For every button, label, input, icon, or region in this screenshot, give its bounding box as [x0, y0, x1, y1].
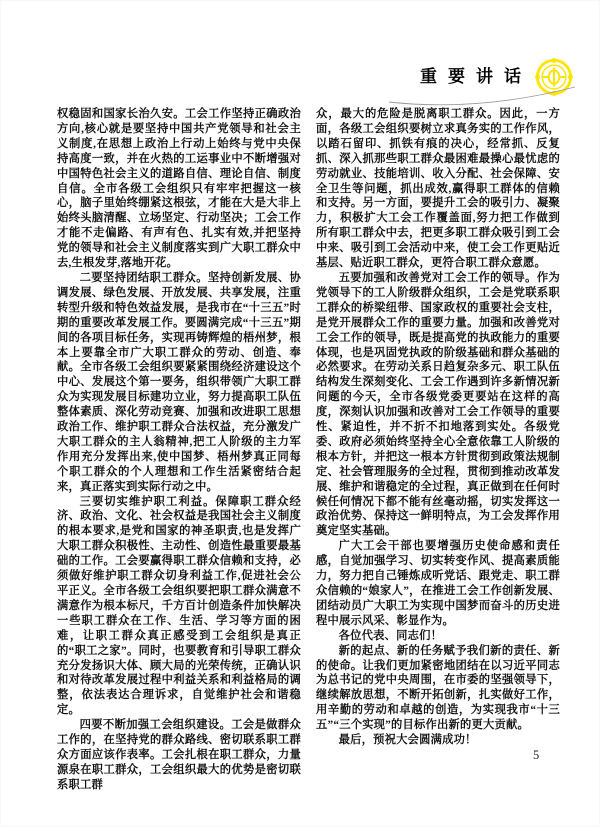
paragraph-text: 最后，预祝大会圆满成功！	[338, 734, 477, 747]
paragraph-lead: 二要坚持团结职工群众。	[79, 271, 208, 284]
paragraph-lead: 五要加强和改善党对工会工作的领导。	[338, 271, 537, 284]
article-columns	[57, 107, 561, 793]
paragraph-text: 工会是做群众工作的，在坚持党的群众路线、密切联系职工群众方面应该作表率。工会扎根在职工群众，力量源泉在职工群众，工会组织最大的优势是密切联系职工群	[57, 719, 301, 791]
paragraph	[316, 107, 560, 271]
paragraph-text: 权稳固和国家长治久安。工会工作坚持正确政治方向,核心就是要坚持中国共产党领导和社会主义制度,在思想上政治上行动上始终与党中央保持高度一致，并在火热的工运事业中不断增强对中国特色社会主义的道路自信、理论自信、制度自信。全市各级工会组织只有牢牢把握这一核心，脑子里始终绷紧这根弦，才能在大是大非上始终头脑清醒、立场坚定、行动坚决；工会工作才能不走偏路、有声有色、扎实有效,并把坚持党的领导和社会主义制度落实到广大职工群众中去,生根发芽,落地开花。	[57, 108, 301, 270]
paragraph	[316, 644, 560, 733]
paragraph	[57, 107, 301, 271]
page-number: 5	[533, 748, 540, 762]
column-left	[57, 107, 301, 793]
paragraph	[316, 733, 560, 748]
paragraph-text: 广大工会干部也要增强历史使命感和责任感，自觉加强学习、切实转变作风、提高素质能力，努力把自己锤炼成听党话、跟党走、职工群众信赖的“娘家人”，在推进工会工作创新发展、团结动员广大职工为实现中国梦而奋斗的历史进程中展示风采、彰显作为。	[316, 540, 560, 627]
paragraph	[57, 271, 301, 495]
page-header	[420, 57, 574, 97]
paragraph-lead: 四要不断加强工会组织建设。	[79, 719, 232, 732]
paragraph	[57, 718, 301, 793]
paragraph	[316, 629, 560, 644]
paragraph-text: 各位代表、同志们！	[338, 629, 443, 642]
paragraph-text: 众，最大的危险是脱离职工群众。因此，一方面，各级工会组织要树立求真务实的工作作风，以踏石留印、抓铁有痕的决心，经常抓、反复抓、深入抓那些职工群众最困难最操心最忧虑的劳动就业、技能培训、收入分配、社会保障、安全卫生等问题，抓出成效,赢得职工群体的信赖和支持。另一方面，要提升工会的吸引力、凝聚力，积极扩大工会工作覆盖面,努力把工作做到所有职工群众中去，把更多职工群众吸引到工会中来、吸引到工会活动中来，使工会工作更贴近基层、贴近职工群众，更符合职工群众意愿。	[316, 108, 560, 270]
paragraph-text: 作为党领导下的工人阶级群众组织，工会是党联系职工群众的桥梁纽带、国家政权的重要社会支柱，是党开展群众工作的重要力量。加强和改善党对工会工作的领导，既是提高党的执政能力的重要体现，也是巩固党执政的阶级基础和群众基础的必然要求。在劳动关系日趋复杂多元、职工队伍结构发生深刻变化、工会工作遇到许多新情况新问题的今天，全市各级党委更要站在这样的高度，深刻认识加强和改善对工会工作领导的重要性、紧迫性，并不折不扣地落到实处。各级党委、政府必须始终坚持全心全意依靠工人阶级的根本方针，并把这一根本方针贯彻到政策法规制定、社会管理服务的全过程，贯彻到推动改革发展、维护和谐稳定的全过程，真正做到在任何时候任何情况下都不能有丝毫动摇，切实发挥这一政治优势、保持这一鲜明特点，为工会发挥作用奠定坚实基础。	[316, 271, 561, 538]
paragraph	[316, 271, 560, 539]
paragraph	[57, 495, 301, 719]
union-emblem-icon	[534, 57, 574, 97]
paragraph-text: 保障职工群众经济、政治、文化、社会权益是我国社会主义制度的根本要求,是党和国家的神圣职责,也是发挥广大职工群众积极性、主动性、创造性最重要最基础的工作。工会要赢得职工群众信赖和支持，必须做好维护职工群众切身利益工作,促进社会公平正义。全市各级工会组织要把职工群众满意不满意作为根本标尺，千方百计创造条件加快解决一些职工群众在工作、生活、学习等方面的困难，让职工群众真正感受到工会组织是真正的“职工之家”。同时，也要教育和引导职工群众充分发扬识大体、顾大局的光荣传统，正确认识和对待改革发展过程中利益关系和利益格局的调整，依法表达合理诉求，自觉维护社会和谐稳定。	[57, 495, 302, 717]
page-title: 重要讲话	[420, 67, 532, 86]
paragraph-lead: 三要切实维护职工利益。	[79, 495, 216, 508]
paragraph-text: 坚持创新发展、协调发展、绿色发展、开放发展、共享发展，注重转型升级和特色效益发展，是我市在“十三五”时期的重要改革发展工作。要圆满完成“十三五”期间的各项目标任务，实现再铸辉煌的梧州梦，根本上要靠全市广大职工群众的劳动、创造、奉献。全市各级工会组织要紧紧围绕经济建设这个中心、发展这个第一要务，组织带领广大职工群众为实现发展目标建功立业，努力提高职工队伍整体素质、深化劳动竞赛、加强和改进职工思想政治工作、维护职工群众合法权益，充分激发广大职工群众的主人翁精神,把工人阶级的主力军作用充分发挥出来,使中国梦、梧州梦真正同每个职工群众的个人理想和工作生活紧密结合起来，真正落实到实际行动之中。	[57, 271, 301, 493]
paragraph-text: 新的起点、新的任务赋予我们新的责任、新的使命。让我们更加紧密地团结在以习近平同志为总书记的党中央周围，在市委的坚强领导下，继续解放思想，不断开拓创新，扎实做好工作，用辛勤的劳动和卓越的创造，为实现我市“十三五”“三个实现”的目标作出新的更大贡献。	[316, 644, 560, 732]
paragraph	[316, 539, 560, 628]
column-right	[316, 107, 560, 793]
